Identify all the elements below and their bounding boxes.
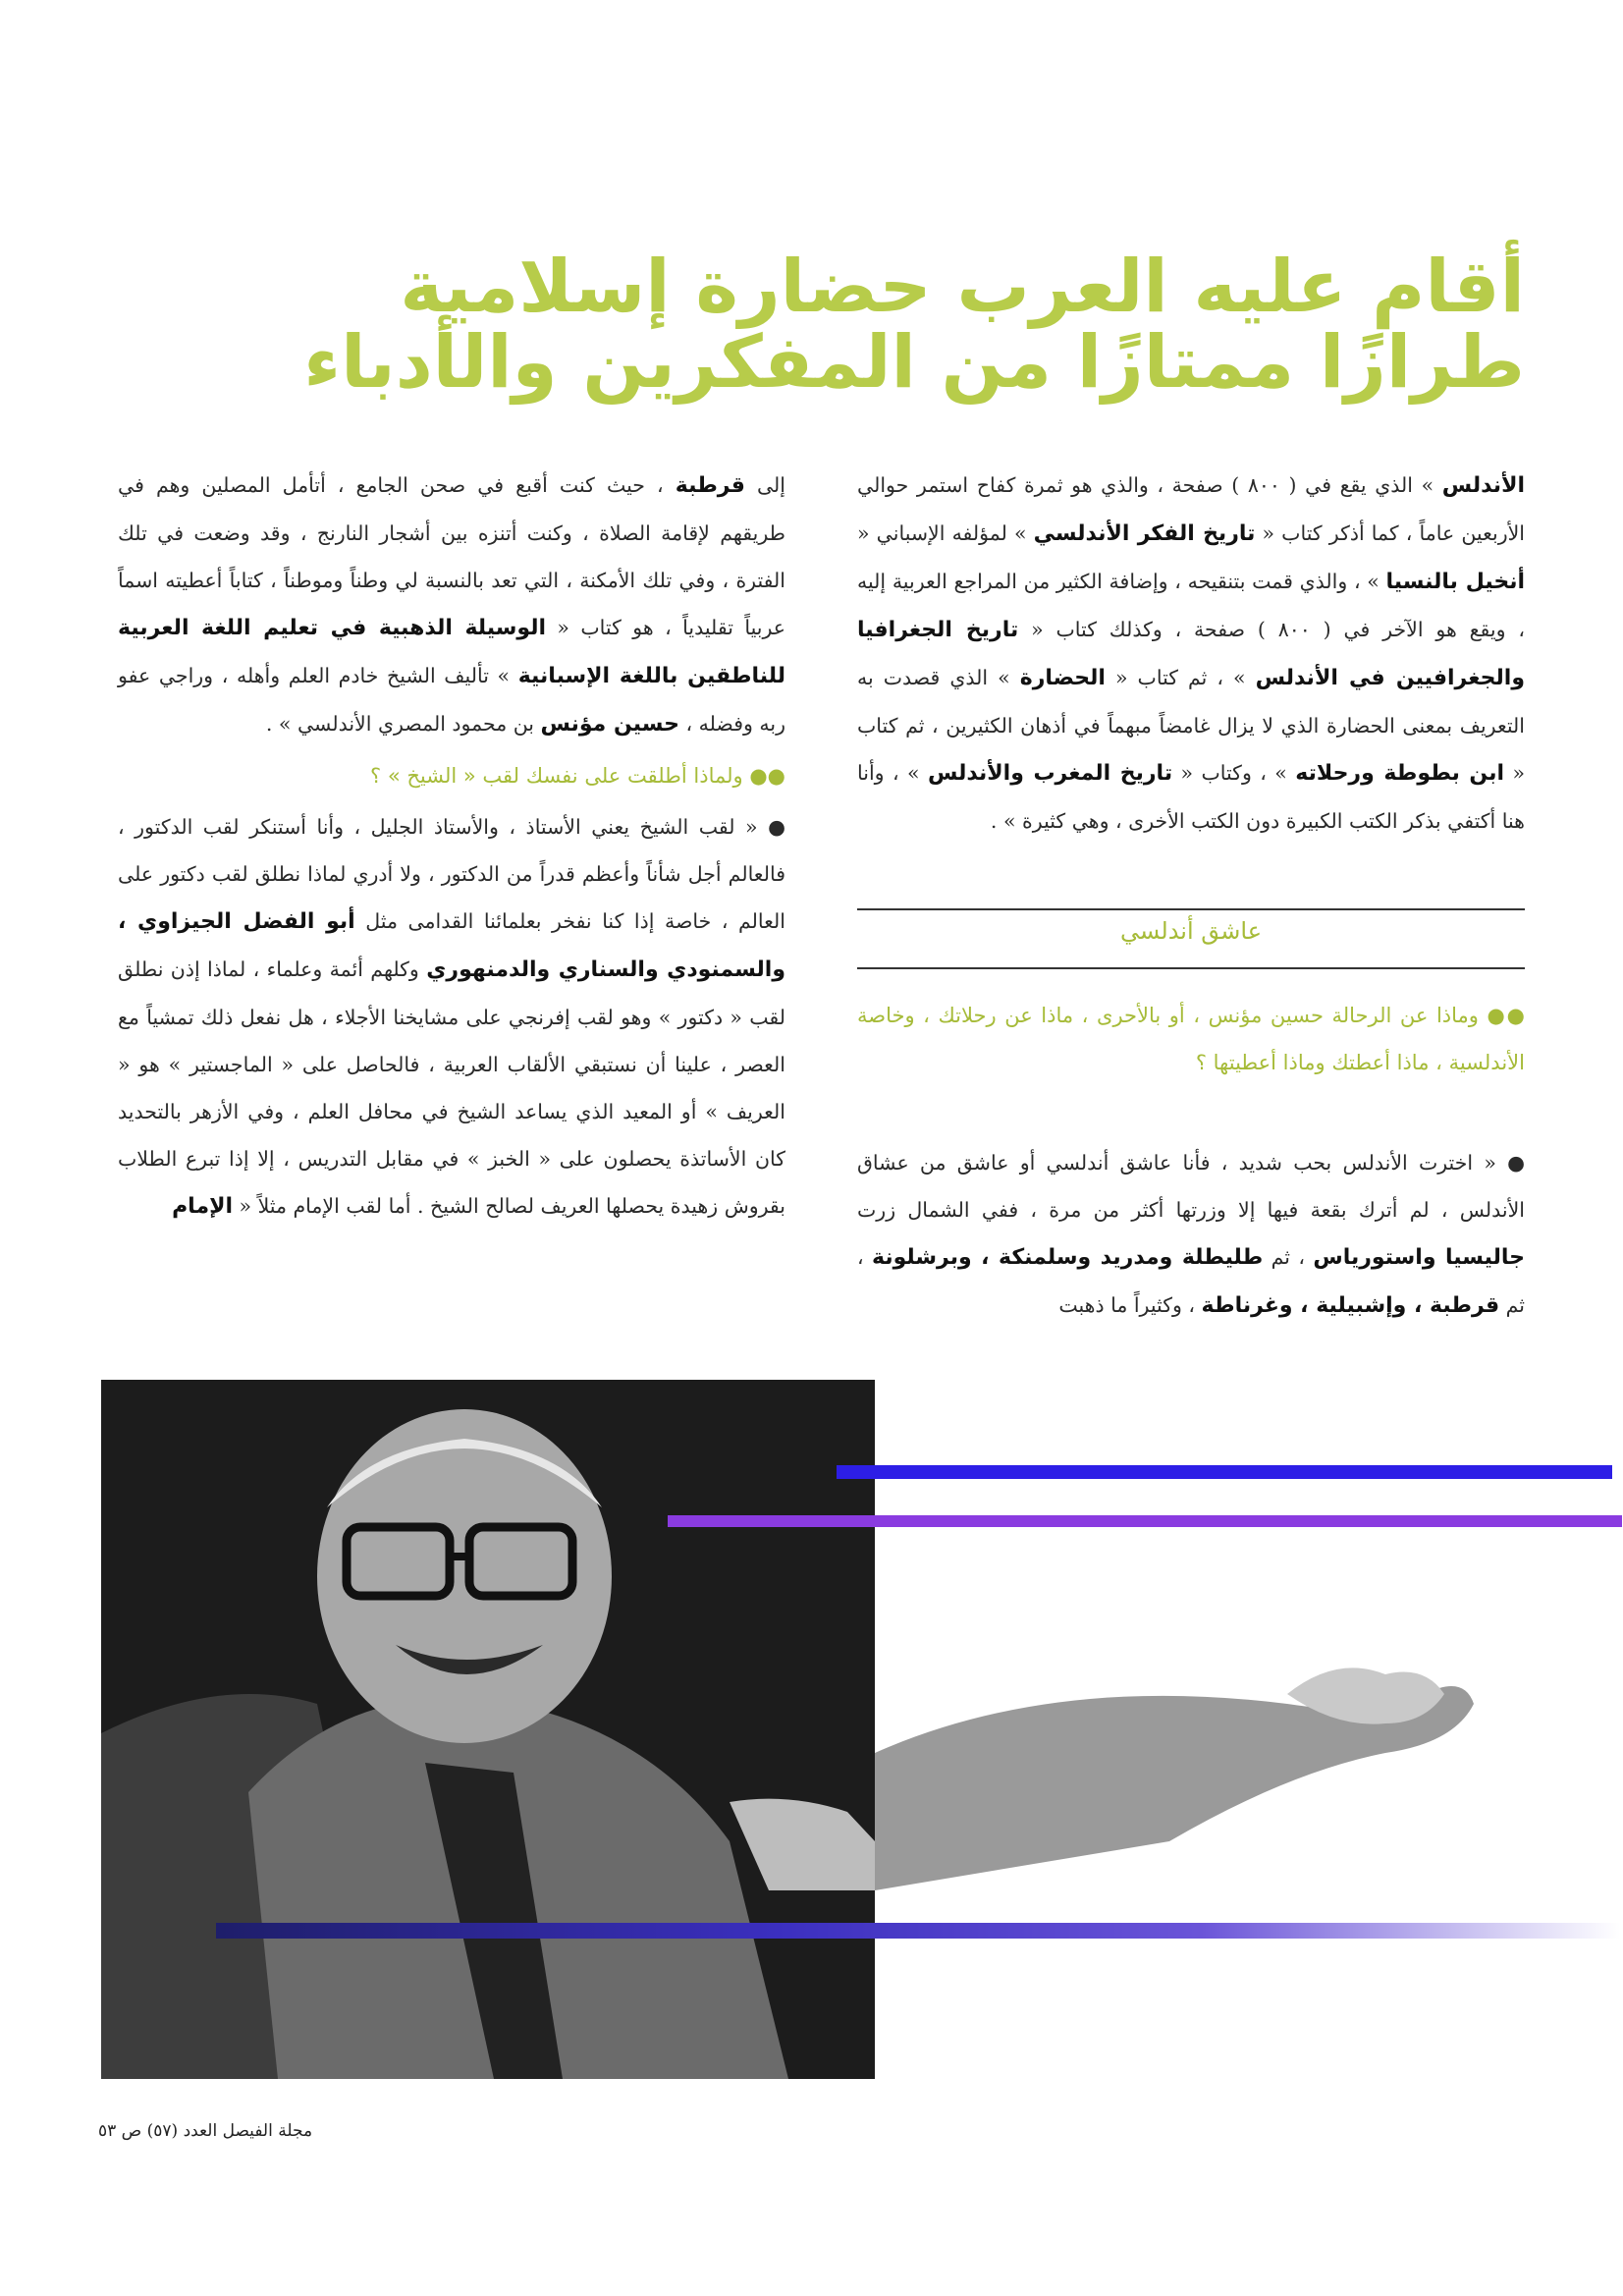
text-run: » ، ثم كتاب « <box>1105 666 1256 689</box>
text-run: » ، وكتاب « <box>1172 761 1296 785</box>
section-rule-bottom <box>857 967 1525 969</box>
bold-term: تاريخ الفكر الأندلسي <box>1033 521 1256 546</box>
text-run: » الذي قصدت به التعريف بمعنى الحضارة الذي لا يزال غامضاً مبهماً في أذهان الكثيرين ، ثم كتاب « <box>857 666 1526 785</box>
hand-illustration <box>875 1380 1523 2079</box>
scan-artifact-bar <box>668 1515 1622 1527</box>
interview-answer-1 <box>857 1139 1525 1330</box>
paragraph <box>857 1139 1525 1330</box>
article-column-left <box>118 462 785 1230</box>
bold-term: تاريخ الجغرافيا والجغرافيين في الأندلس <box>857 618 1525 690</box>
text-run: ، وكثيراً ما ذهبت <box>1058 1293 1202 1317</box>
text-run: » الذي يقع في ( ٨٠٠ ) صفحة ، والذي هو ثمرة كفاح استمر حوالي الأربعين عاماً ، كما أذكر كتاب « <box>857 473 1525 545</box>
portrait-illustration <box>101 1380 875 2079</box>
bold-term: قرطبة ، وإشبيلية ، وغرناطة <box>1201 1293 1500 1318</box>
headline-line-1: أقام عليه العرب حضارة إسلامية <box>400 245 1525 329</box>
section-rule-top <box>857 908 1525 910</box>
question-text: ●● ولماذا أطلقت على نفسك لقب « الشيخ » ؟ <box>370 764 785 788</box>
text-run: بن محمود المصري الأندلسي » . <box>265 712 541 736</box>
text-run: » لمؤلفه الإسباني « <box>857 521 1034 545</box>
text-run: ، حيث كنت أقبع في صحن الجامع ، أتأمل المصلين وهم في طريقهم لإقامة الصلاة ، وكنت أتنزه بين أشجار النارنج ، وقد وضعت في تلك الفترة ، وفي تلك الأمكنة ، التي تعد بالنسبة لي وطناً وموطناً ، كتاباً أعطيته اسماً عربياً تقليدياً ، هو كتاب « <box>118 473 786 639</box>
page-footer: مجلة الفيصل العدد (٥٧) ص ٥٣ <box>98 2121 313 2141</box>
text-run: ● « لقب الشيخ يعني الأستاذ ، والأستاذ الجليل ، وأنا أستنكر لقب الدكتور ، فالعالم أجل شأناً وأعظم قدراً من الدكتور ، ولا أدري لماذا نطلق لقب دكتور على العالم ، خاصة إذا كنا نفخر بعلمائنا القدامى مثل <box>118 815 785 933</box>
bold-term: أنخيل بالنسيا <box>1385 570 1526 594</box>
bold-term: طليطلة ومدريد وسلمنكة ، وبرشلونة <box>872 1245 1264 1270</box>
bold-term: قرطبة <box>675 473 745 498</box>
headline-line-2: طرازًا ممتازًا من المفكرين والأدباء <box>303 320 1525 405</box>
bold-term: الإمام <box>172 1194 233 1219</box>
text-run: وكلهم أئمة وعلماء ، لماذا إذن نطلق لقب « دكتور » وهو لقب إفرنجي على مشايخنا الأجلاء ، هل نفعل ذلك تمشياً مع العصر ، علينا أن نستبقي الألقاب العربية ، فالحاصل على « الماجستير » هو « العريف » أو المعيد الذي يساعد الشيخ في محافل العلم ، وفي الأزهر بالتحديد كان الأساتذة يحصلون على « الخبز » في مقابل التدريس ، إلا إذا تبرع الطلاب بقروش زهيدة يحصلها العريف لصالح الشيخ . أما لقب الإمام مثلاً « <box>118 957 785 1218</box>
text-run: » تأليف الشيخ خادم العلم وأهله ، وراجي عفو ربه وفضله ، <box>118 664 785 736</box>
paragraph <box>118 462 785 748</box>
portrait-photo <box>101 1380 875 2079</box>
photo-background-right <box>875 1380 1523 2079</box>
text-run: إلى <box>744 473 785 497</box>
section-heading: عاشق أندلسي <box>1119 917 1263 945</box>
bold-term: أبو الفضل الجيزاوي ، والسمنودي والسناري والدمنهوري <box>118 909 785 982</box>
bold-term: الحضارة <box>1019 666 1106 690</box>
bold-term: الوسيلة الذهبية في تعليم اللغة العربية للناطقين باللغة الإسبانية <box>118 616 785 688</box>
paragraph <box>118 803 785 1230</box>
text-run: ● « اخترت الأندلس بحب شديد ، فأنا عاشق أندلسي أو عاشق من عشاق الأندلس ، لم أترك بقعة فيها إلا وزرتها أكثر من مرة ، ففي الشمال زرت <box>857 1151 1525 1222</box>
paragraph <box>857 462 1525 845</box>
text-run: ، ثم <box>857 1245 1525 1317</box>
scan-artifact-bar <box>837 1465 1612 1479</box>
question-text: ●● وماذا عن الرحالة حسين مؤنس ، أو بالأحرى ، ماذا عن رحلاتك ، وخاصة الأندلسية ، ماذا أعطتك وماذا أعطيتها ؟ <box>857 1004 1525 1074</box>
bold-term: ابن بطوطة ورحلاته <box>1295 761 1505 786</box>
article-column-right <box>857 462 1525 845</box>
scan-artifact-bar <box>216 1923 1620 1939</box>
bold-term: الأندلس <box>1441 473 1525 498</box>
text-run: » ، والذي قمت بتنقيحه ، وإضافة الكثير من المراجع العربية إليه ، ويقع هو الآخر في ( ٨٠٠ ) صفحة ، وكذلك كتاب « <box>857 570 1525 641</box>
text-run: ، ثم <box>1263 1245 1314 1269</box>
text-run: » ، وأنا هنا أكتفي بذكر الكتب الكبيرة دون الكتب الأخرى ، وهي كثيرة » . <box>857 761 1525 833</box>
bold-term: حسين مؤنس <box>540 712 679 737</box>
bold-term: جاليسيا واستورياس <box>1313 1245 1526 1270</box>
interview-question-1 <box>857 992 1525 1086</box>
bold-term: تاريخ المغرب والأندلس <box>927 761 1173 786</box>
